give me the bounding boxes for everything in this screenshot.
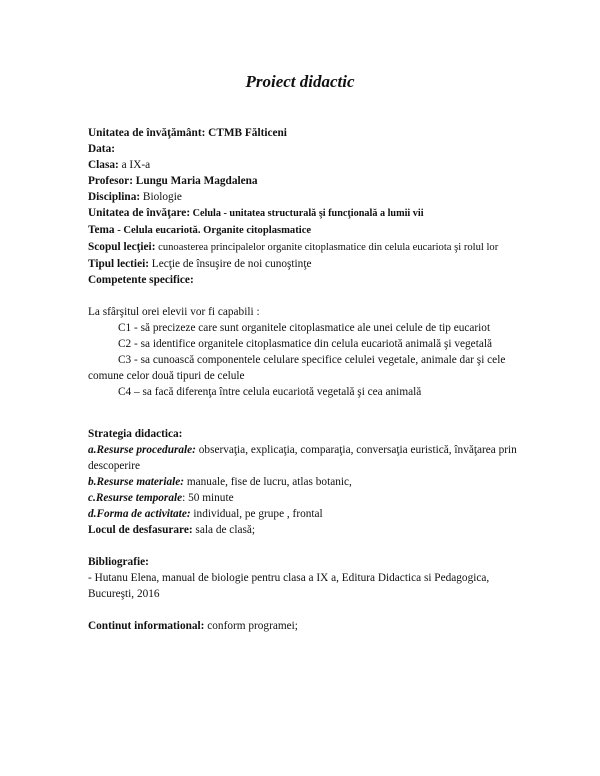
- resurse-procedurale-value: observaţia, explicaţia, comparaţia, conversaţia euristică, învăţarea prin: [195, 444, 517, 456]
- spacer: [88, 602, 528, 618]
- unitatea-invatare-line: [88, 205, 528, 222]
- data-line: [88, 141, 528, 157]
- unitatea-invatare-value: Celula - unitatea structurală şi funcţională a lumii vii: [190, 208, 424, 219]
- continut-line: [88, 618, 528, 634]
- forma-activitate-line: [88, 506, 528, 522]
- tema-value: - Celula eucariotă. Organite citoplasmatice: [114, 225, 312, 236]
- strategia-heading-line: [88, 426, 528, 442]
- bibliografie-line-1: - Hutanu Elena, manual de biologie pentru clasa a IX a, Editura Didactica si Pedagogica,: [88, 572, 490, 584]
- clasa-value: a IX-a: [118, 159, 151, 171]
- resurse-procedurale-cont: descoperire: [88, 460, 141, 472]
- competente-intro: La sfârşitul orei elevii vor fi capabili :: [88, 306, 260, 318]
- bibliografie-line-2: Bucureşti, 2016: [88, 588, 160, 600]
- tema-line: [88, 222, 528, 239]
- strategia-heading: Strategia didactica:: [88, 428, 183, 440]
- disciplina-line: [88, 189, 528, 205]
- spacer: [88, 400, 528, 426]
- bibliografie-heading-line: [88, 554, 528, 570]
- disciplina-value: Biologie: [140, 191, 182, 203]
- tipul-label: Tipul lectiei:: [88, 258, 149, 270]
- unitatea-label: Unitatea de învăţământ:: [88, 127, 206, 139]
- scopul-label: Scopul lecţiei:: [88, 241, 156, 253]
- unitatea-value: CTMB Fălticeni: [205, 127, 287, 139]
- document-title: Proiect didactic: [245, 72, 355, 91]
- clasa-label: Clasa:: [88, 159, 119, 171]
- resurse-procedurale-label: a.Resurse procedurale:: [88, 444, 196, 456]
- competente-label: Competente specifice:: [88, 274, 194, 286]
- resurse-temporale-line: [88, 490, 528, 506]
- disciplina-label: Disciplina:: [88, 191, 141, 203]
- spacer: [88, 538, 528, 554]
- competenta-c1: C1 - să precizeze care sunt organitele citoplasmatice ale unei celule de tip eucariot: [118, 322, 491, 334]
- profesor-line: [88, 173, 528, 189]
- resurse-materiale-line: [88, 474, 528, 490]
- tipul-value: Lecţie de însuşire de noi cunoştinţe: [148, 258, 312, 270]
- scopul-value: cunoasterea principalelor organite citoplasmatice din celula eucariota şi rolul lor: [155, 242, 499, 253]
- continut-value: conform programei;: [204, 620, 298, 632]
- forma-activitate-label: d.Forma de activitate:: [88, 508, 191, 520]
- locul-line: [88, 522, 528, 538]
- tipul-line: [88, 256, 528, 272]
- competenta-c3-cont: comune celor două tipuri de celule: [88, 370, 245, 382]
- unitatea-invatare-label: Unitatea de învăţare:: [88, 207, 191, 219]
- spacer: [88, 288, 528, 304]
- clasa-line: [88, 157, 528, 173]
- resurse-temporale-value: : 50 minute: [182, 492, 234, 504]
- continut-label: Continut informational:: [88, 620, 205, 632]
- profesor-label: Profesor:: [88, 175, 133, 187]
- forma-activitate-value: individual, pe grupe , frontal: [190, 508, 323, 520]
- unitatea-line: [88, 125, 528, 141]
- resurse-procedurale-line: [88, 442, 528, 458]
- competenta-c3: C3 - sa cunoască componentele celulare specifice celulei vegetale, animale dar şi cele: [118, 354, 506, 366]
- data-label: Data:: [88, 143, 115, 155]
- scopul-line: [88, 239, 528, 256]
- locul-value: sala de clasă;: [192, 524, 256, 536]
- document-content: [88, 125, 528, 634]
- competenta-c4: C4 – sa facă diferenţa între celula eucariotă vegetală şi cea animală: [118, 386, 422, 398]
- resurse-materiale-label: b.Resurse materiale:: [88, 476, 185, 488]
- competenta-c2: C2 - sa identifice organitele citoplasmatice din celula eucariotă animală şi vegetală: [118, 338, 492, 350]
- resurse-temporale-label: c.Resurse temporale: [88, 492, 183, 504]
- bibliografie-heading: Bibliografie:: [88, 556, 149, 568]
- profesor-value: Lungu Maria Magdalena: [132, 175, 258, 187]
- locul-label: Locul de desfasurare:: [88, 524, 193, 536]
- tema-label: Tema: [88, 224, 115, 236]
- competente-line: [88, 272, 528, 288]
- resurse-materiale-value: manuale, fise de lucru, atlas botanic,: [184, 476, 352, 488]
